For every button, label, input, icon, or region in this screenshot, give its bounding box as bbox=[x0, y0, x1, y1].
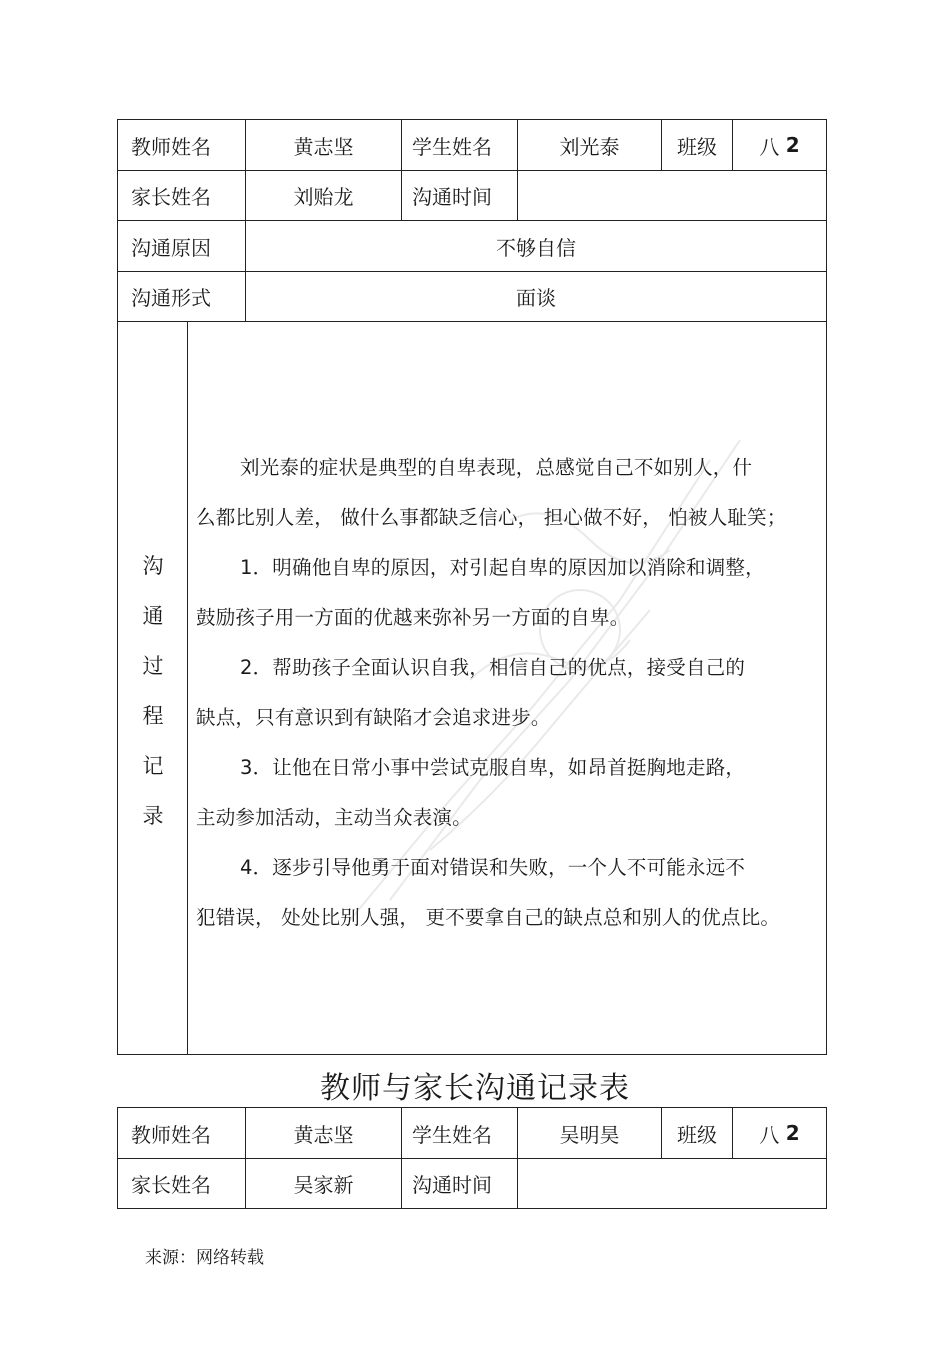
process-label-char: 录 bbox=[142, 804, 164, 828]
form-value: 面谈 bbox=[516, 286, 556, 310]
process-line: 鼓励孩子用一方面的优越来弥补另一方面的自卑。 bbox=[196, 606, 630, 629]
parent-name-value: 吴家新 bbox=[246, 1159, 402, 1208]
process-label-char: 通 bbox=[142, 604, 164, 628]
process-label-char: 记 bbox=[142, 754, 164, 778]
class-grade: 八 bbox=[759, 134, 780, 159]
process-record-content bbox=[188, 322, 826, 1054]
parent-name-label: 家长姓名 bbox=[118, 1159, 246, 1208]
reason-label: 沟通原因 bbox=[118, 221, 246, 271]
process-line: 4．逐步引导他勇于面对错误和失败，一个人不可能永远不 bbox=[240, 856, 746, 879]
class-number: 2 bbox=[785, 133, 800, 157]
class-grade: 八 bbox=[759, 1122, 780, 1147]
communication-time-value bbox=[518, 1159, 826, 1208]
communication-record-form-2 bbox=[117, 1107, 827, 1209]
class-label: 班级 bbox=[662, 1108, 733, 1158]
row-teacher-student bbox=[118, 1108, 826, 1159]
student-name-label: 学生姓名 bbox=[402, 1108, 518, 1158]
parent-name-value: 刘贻龙 bbox=[246, 171, 402, 220]
student-name-label: 学生姓名 bbox=[402, 120, 518, 170]
row-form bbox=[118, 272, 826, 322]
class-label: 班级 bbox=[662, 120, 733, 170]
form-label: 沟通形式 bbox=[118, 272, 246, 321]
row-parent-time bbox=[118, 171, 826, 221]
process-line: 3．让他在日常小事中尝试克服自卑，如昂首挺胸地走路， bbox=[240, 756, 746, 779]
process-record-label bbox=[118, 322, 188, 1054]
process-line: 主动参加活动，主动当众表演。 bbox=[196, 806, 472, 829]
process-label-char: 程 bbox=[142, 704, 164, 728]
process-line: 2．帮助孩子全面认识自我，相信自己的优点，接受自己的 bbox=[240, 656, 746, 679]
process-label-char: 过 bbox=[142, 654, 164, 678]
parent-name-label: 家长姓名 bbox=[118, 171, 246, 220]
process-label-char: 沟 bbox=[142, 554, 164, 578]
communication-time-value bbox=[518, 171, 826, 220]
process-line: 么都比别人差， 做什么事都缺乏信心， 担心做不好， 怕被人耻笑； bbox=[196, 506, 787, 529]
form-title: 教师与家长沟通记录表 bbox=[320, 1071, 630, 1106]
process-line: 1．明确他自卑的原因，对引起自卑的原因加以消除和调整， bbox=[240, 556, 765, 579]
teacher-name-value: 黄志坚 bbox=[246, 1108, 402, 1158]
student-name-value: 刘光泰 bbox=[518, 120, 662, 170]
process-line: 犯错误， 处处比别人强， 更不要拿自己的缺点总和别人的优点比。 bbox=[196, 906, 781, 929]
row-parent-time bbox=[118, 1159, 826, 1208]
source-note: 来源：网络转载 bbox=[145, 1248, 264, 1268]
student-name-value: 吴明昊 bbox=[518, 1108, 662, 1158]
process-line: 刘光泰的症状是典型的自卑表现，总感觉自己不如别人，什 bbox=[240, 456, 753, 479]
communication-record-form-1 bbox=[117, 119, 827, 1055]
communication-time-label: 沟通时间 bbox=[402, 171, 518, 220]
class-number: 2 bbox=[785, 1121, 800, 1145]
class-value bbox=[733, 1108, 826, 1158]
row-teacher-student bbox=[118, 120, 826, 171]
teacher-name-label: 教师姓名 bbox=[118, 120, 246, 170]
teacher-name-label: 教师姓名 bbox=[118, 1108, 246, 1158]
class-value bbox=[733, 120, 826, 170]
process-line: 缺点，只有意识到有缺陷才会追求进步。 bbox=[196, 706, 551, 729]
communication-time-label: 沟通时间 bbox=[402, 1159, 518, 1208]
reason-value: 不够自信 bbox=[496, 235, 576, 260]
teacher-name-value: 黄志坚 bbox=[246, 120, 402, 170]
row-reason bbox=[118, 221, 826, 272]
